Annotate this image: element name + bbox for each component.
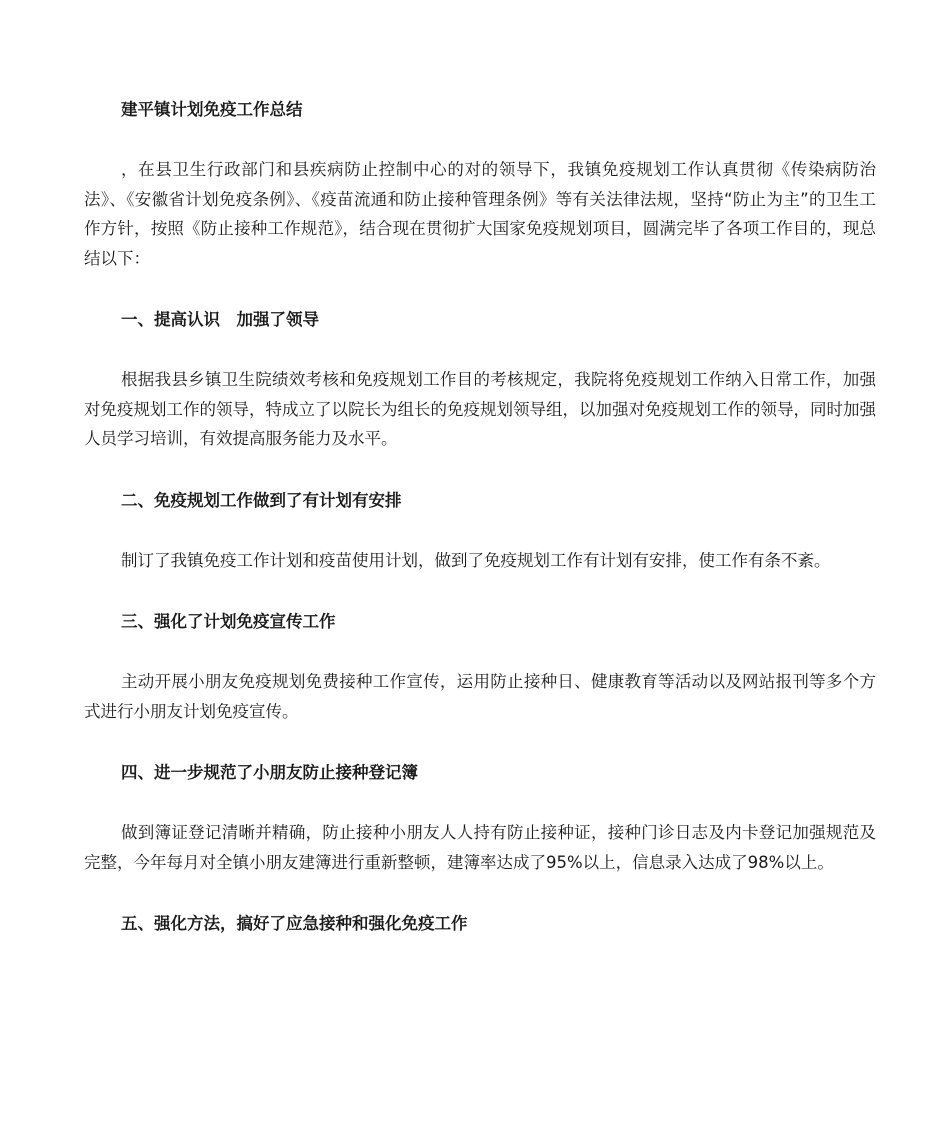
document-title: 建平镇计划免疫工作总结 [121, 100, 303, 119]
section-heading-4: 四、进一步规范了小朋友防止接种登记簿 [121, 763, 418, 782]
document-page [84, 96, 876, 938]
section-body-2: 制订了我镇免疫工作计划和疫苗使用计划，做到了免疫规划工作有计划有安排，使工作有条不紊。 [121, 550, 831, 570]
section-body-3: 主动开展小朋友免疫规划免费接种工作宣传，运用防止接种日、健康教育等活动以及网站报刊等多个方式进行小朋友计划免疫宣传。 [84, 672, 876, 721]
intro-paragraph: ，在县卫生行政部门和县疾病防止控制中心的对的领导下，我镇免疫规划工作认真贯彻《传染病防治法》、《安徽省计划免疫条例》、《疫苗流通和防止接种管理条例》等有关法律法规，坚持“防止为主”的卫生工作方针，按照《防止接种工作规范》，结合现在贯彻扩大国家免疫规划项目，圆满完毕了各项工作目的，现总结以下： [84, 160, 876, 268]
section-heading-1: 一、提高认识 加强了领导 [121, 310, 319, 329]
section-body-4: 做到簿证登记清晰并精确，防止接种小朋友人人持有防止接种证，接种门诊日志及内卡登记加强规范及完整，今年每月对全镇小朋友建簿进行重新整顿，建簿率达成了95%以上，信息录入达成了98%以上。 [84, 823, 876, 872]
section-heading-5: 五、强化方法，搞好了应急接种和强化免疫工作 [121, 914, 468, 933]
section-body-1: 根据我县乡镇卫生院绩效考核和免疫规划工作目的考核规定，我院将免疫规划工作纳入日常工作，加强对免疫规划工作的领导，特成立了以院长为组长的免疫规划领导组，以加强对免疫规划工作的领导，同时加强人员学习培训，有效提高服务能力及水平。 [84, 370, 876, 448]
section-heading-2: 二、免疫规划工作做到了有计划有安排 [121, 490, 402, 510]
section-heading-3: 三、强化了计划免疫宣传工作 [121, 612, 336, 631]
